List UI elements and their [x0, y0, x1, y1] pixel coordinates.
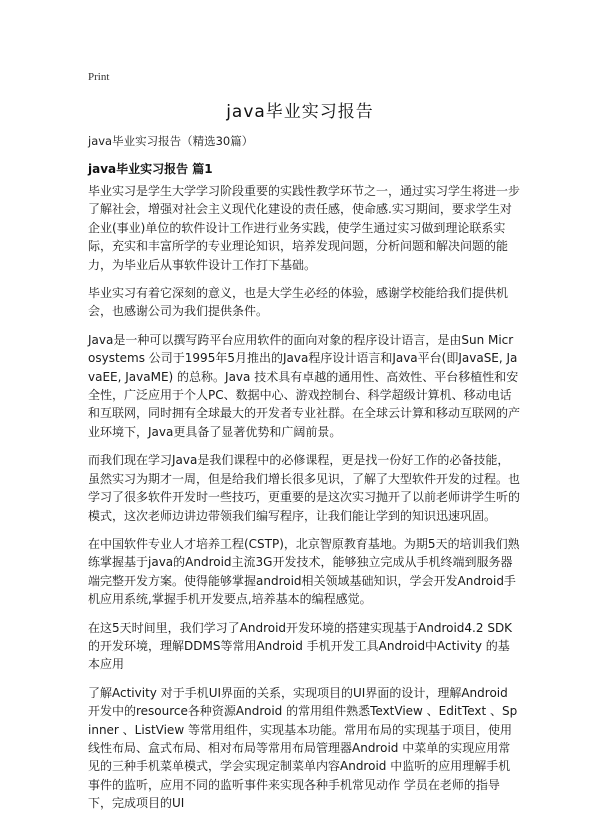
paragraph: 毕业实习有着它深刻的意义，也是大学生必经的体验，感谢学校能给我们提供机会，也感谢公司为我们提供条件。 [88, 286, 509, 319]
paragraph: 了解Activity 对于手机UI界面的关系，实现项目的UI界面的设计，理解Android 开发中的resource各种资源Android 的常用组件熟悉TextView 、EditText 、Spinner 、ListView 等常用组件，实现基本功能。常用布局的实现基于项目，使用线性布局、盒式布局、相对布局等常用布局管理器Android 中菜单的实现应用常见的三种手机菜单模式，学会实现定制菜单内容Android 中监听的应用理解手机事件的监听，应用不同的监听事件来实现各种手机常见动作 学员在老师的指导下，完成项目的UI [88, 685, 518, 811]
print-label: Print [88, 71, 110, 83]
paragraph: Java是一种可以撰写跨平台应用软件的面向对象的程序设计语言，是由Sun Microsystems 公司于1995年5月推出的Java程序设计语言和Java平台(即JavaSE, JavaEE, JavaME) 的总称。Java 技术具有卓越的通用性、高效性、平台移植性和安全性，广泛应用于个人PC、数据中心、游戏控制台、科学超级计算机、移动电话和互联网，同时拥有全球最大的开发者专业社群。在全球云计算和移动互联网的产业环境下，Java更具备了显著优势和广阔前景。 [88, 332, 521, 439]
paragraph: 在中国软件专业人才培养工程(CSTP)，北京智原教育基地。为期5天的培训我们熟练掌握基于java的Android主流3G开发技术，能够独立完成从手机终端到服务器端完整开发方案。使得能够掌握android相关领域基础知识，学会开发Android手机应用系统,掌握手机开发要点,培养基本的编程感觉。 [88, 536, 520, 607]
document-title: java毕业实习报告 [226, 102, 374, 122]
document-subtitle: java毕业实习报告（精选30篇） [88, 134, 254, 148]
section-heading: java毕业实习报告 篇1 [88, 162, 213, 176]
paragraph: 而我们现在学习Java是我们课程中的必修课程，更是找一份好工作的必备技能，虽然实习为期才一周，但是给我们增长很多见识，了解了大型软件开发的过程。也学习了很多软件开发时一些技巧，更重要的是这次实习抛开了以前老师讲学生听的模式，这次老师边讲边带领我们编写程序，让我们能让学到的知识迅速巩固。 [88, 453, 521, 523]
document-body [88, 182, 520, 823]
paragraph: 在这5天时间里，我们学习了Android开发环境的搭建实现基于Android4.2 SDK的开发环境，理解DDMS等常用Android 手机开发工具Android中Activity 的基本应用 [88, 620, 513, 672]
paragraph: 毕业实习是学生大学学习阶段重要的实践性教学环节之一，通过实习学生将进一步了解社会，增强对社会主义现代化建设的责任感，使命感.实习期间，要求学生对企业(事业)单位的软件设计工作进行业务实践，使学生通过实习做到理论联系实际，充实和丰富所学的专业理论知识，培养发现问题，分析问题和解决问题的能力，为毕业后从事软件设计工作打下基础。 [88, 184, 521, 272]
